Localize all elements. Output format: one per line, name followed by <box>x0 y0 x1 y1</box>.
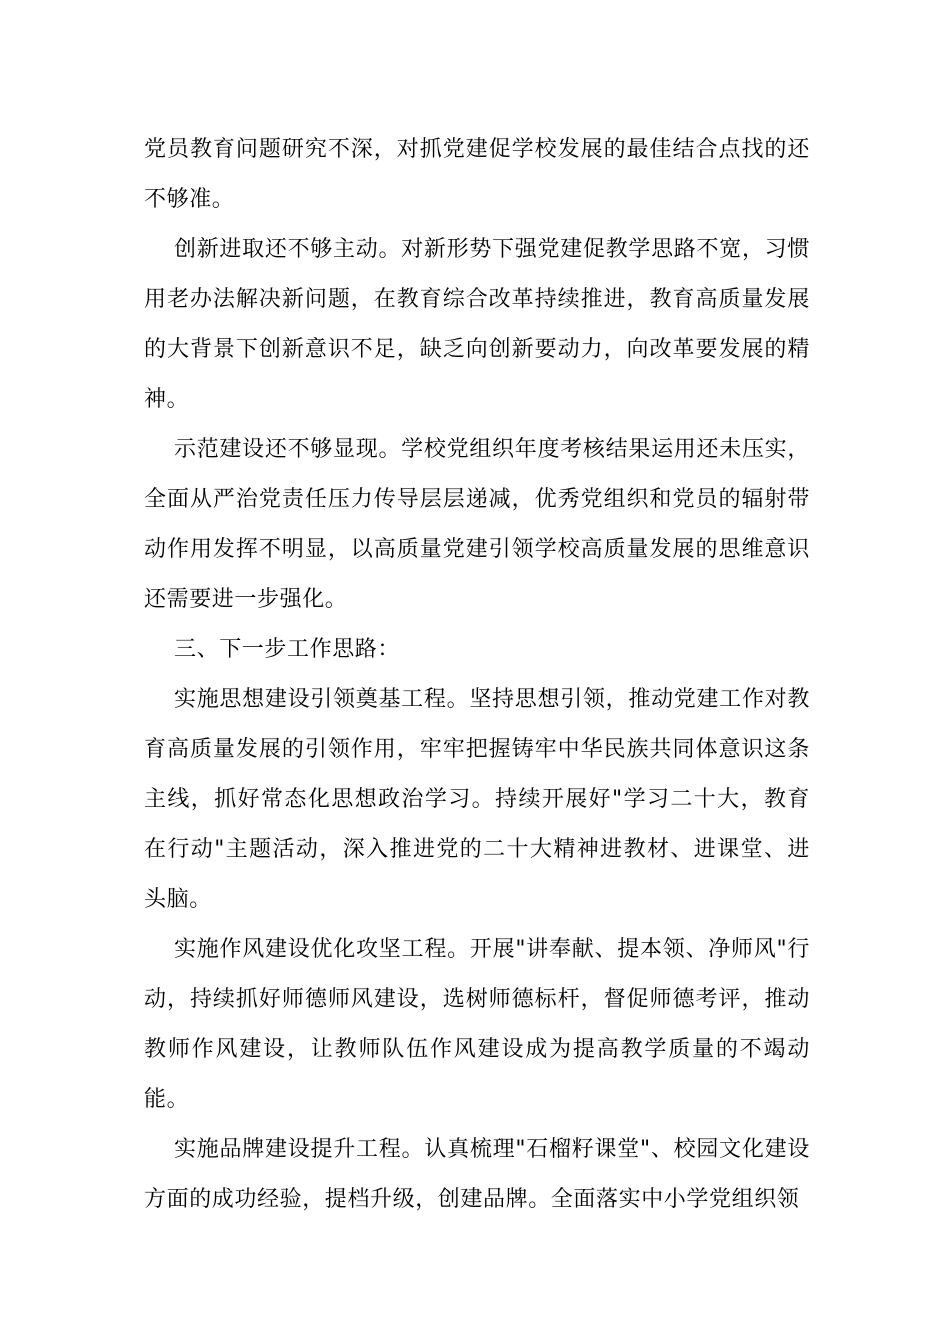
paragraph-demonstration: 示范建设还不够显现。学校党组织年度考核结果运用还未压实，全面从严治党责任压力传导层层递减，优秀党组织和党员的辐射带动作用发挥不明显，以高质量党建引领学校高质量发展的思维意识还需要进一步强化。 <box>144 437 810 612</box>
paragraph-innovation: 创新进取还不够主动。对新形势下强党建促教学思路不宽，习惯用老办法解决新问题，在教育综合改革持续推进，教育高质量发展的大背景下创新意识不足，缺乏向创新要动力，向改革要发展的精神。 <box>144 237 810 412</box>
paragraph-brand-building: 实施品牌建设提升工程。认真梳理"石榴籽课堂"、校园文化建设方面的成功经验，提档升级，创建品牌。全面落实中小学党组织领 <box>144 1137 810 1212</box>
paragraph-style-building: 实施作风建设优化攻坚工程。开展"讲奉献、提本领、净师风"行动，持续抓好师德师风建设，选树师德标杆，督促师德考评，推动教师作风建设，让教师队伍作风建设成为提高教学质量的不竭动能。 <box>144 937 810 1112</box>
paragraph-ideological-building: 实施思想建设引领奠基工程。坚持思想引领，推动党建工作对教育高质量发展的引领作用，牢牢把握铸牢中华民族共同体意识这条主线，抓好常态化思想政治学习。持续开展好"学习二十大，教育在行动"主题活动，深入推进党的二十大精神进教材、进课堂、进头脑。 <box>144 687 810 912</box>
document-body <box>144 125 810 1225</box>
section-heading-next-steps: 三、下一步工作思路： <box>174 637 401 662</box>
paragraph-continuation: 党员教育问题研究不深，对抓党建促学校发展的最佳结合点找的还不够准。 <box>144 137 810 212</box>
